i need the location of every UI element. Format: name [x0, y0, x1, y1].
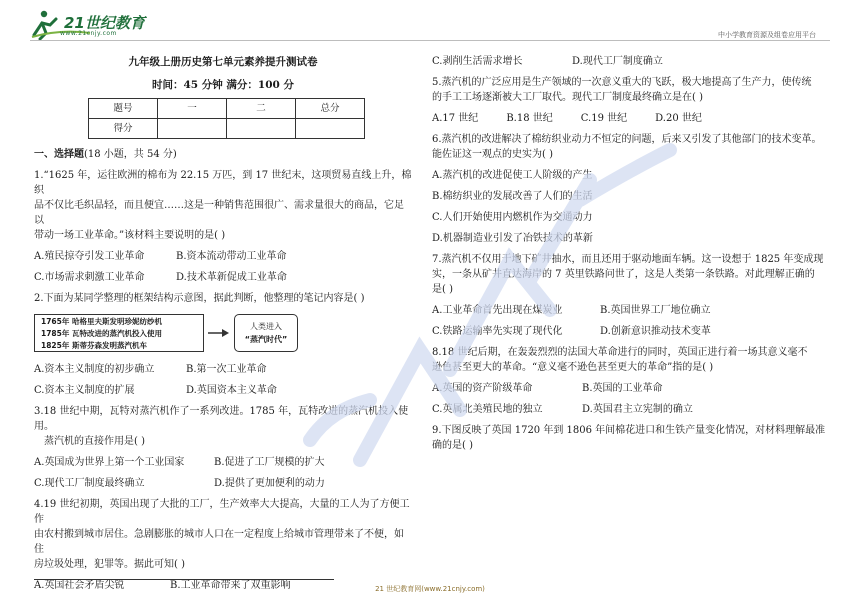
section-note: (18 小题，共 54 分): [84, 149, 177, 160]
question-line: 逊色甚至更大的革命。“意义毫不逊色甚至更大的革命”指的是( ): [432, 362, 714, 373]
diagram-result-box: [234, 314, 298, 352]
section-title: 一、选择题: [34, 149, 84, 160]
question-line: 1.“1625 年，运往欧洲的棉布为 22.15 万匹，到 17 世纪末，这项贸易直线上升，棉织: [34, 170, 412, 196]
question-line: 能佐证这一观点的史实为( ): [432, 149, 553, 160]
question-line: 5.蒸汽机的广泛应用是生产领域的一次意义重大的飞跃，极大地提高了生产力，使传统: [432, 77, 812, 88]
exam-title: 九年级上册历史第七单元素养提升测试卷: [128, 56, 318, 68]
option-d[interactable]: D.现代工厂制度确立: [572, 56, 663, 67]
option-c[interactable]: C.人们开始使用内燃机作为交通动力: [432, 212, 593, 223]
question-line: 7.蒸汽机不仅用于地下矿井抽水，而且还用于驱动地面车辆。这一设想于 1825 年变成现: [432, 254, 824, 265]
options-row: [34, 476, 412, 491]
option-a[interactable]: A.资本主义制度的初步确立: [34, 364, 155, 375]
option-c[interactable]: C.剥削生活需求增长: [432, 56, 523, 67]
question-line: 蒸汽机的直接作用是( ): [44, 436, 145, 447]
question-8: [432, 345, 827, 375]
question-line: 实，一条从矿井直达海岸的 7 英里铁路问世了，这是人类第一条铁路。对此理解正确的: [432, 269, 815, 280]
question-9: [432, 423, 827, 453]
score-input-cell[interactable]: [158, 119, 227, 139]
arrow-right-icon: [208, 328, 230, 338]
option-b[interactable]: B.英国的工业革命: [582, 383, 663, 394]
logo-text: 21世纪教育: [64, 14, 145, 32]
score-input-cell[interactable]: [227, 119, 296, 139]
option-a[interactable]: A.英国社会矛盾尖锐: [34, 580, 125, 591]
footer-text: 21 世纪教育网(www.21cnjy.com): [375, 585, 485, 593]
score-input-cell[interactable]: [296, 119, 365, 139]
question-line: 带动一场工业革命。”该材料主要说明的是( ): [34, 230, 226, 241]
question-1: [34, 168, 412, 243]
option-d[interactable]: D.提供了更加便利的动力: [214, 478, 325, 489]
question-line: 确的是( ): [432, 440, 473, 451]
option-c[interactable]: C.现代工厂制度最终确立: [34, 478, 145, 489]
question-line: 房垃圾处理，犯罪等。据此可知( ): [34, 559, 185, 570]
diagram-event: 1825年 斯蒂芬森发明蒸汽机车: [41, 341, 147, 350]
table-cell: 题号: [89, 99, 158, 119]
question-line: 4.19 世纪初期，英国出现了大批的工厂，生产效率大大提高，大量的工人为了方便工作: [34, 499, 410, 525]
option-b[interactable]: B.18 世纪: [506, 113, 553, 124]
question-line: 是( ): [432, 284, 453, 295]
option-b[interactable]: B.资本流动带动工业革命: [176, 251, 287, 262]
table-cell: 总分: [296, 99, 365, 119]
option-c[interactable]: C.19 世纪: [580, 113, 628, 124]
table-row: [89, 99, 365, 119]
table-cell: 二: [227, 99, 296, 119]
diagram-event: 1765年 哈格里夫斯发明珍妮纺纱机: [41, 317, 162, 326]
question-7: [432, 252, 827, 297]
option-a[interactable]: A.殖民掠夺引发工业革命: [34, 251, 145, 262]
option-b[interactable]: B.英国世界工厂地位确立: [600, 305, 711, 316]
option-c[interactable]: C.铁路运输率先实现了现代化: [432, 326, 563, 337]
table-cell: 得分: [89, 119, 158, 139]
question-6: [432, 132, 827, 162]
option-a[interactable]: A.蒸汽机的改进促使工人阶级的产生: [432, 170, 593, 181]
question-line: 2.下面为某同学整理的框架结构示意图，据此判断，他整理的笔记内容是( ): [34, 293, 365, 304]
score-table: [88, 98, 365, 139]
option-a[interactable]: A.英国的资产阶级革命: [432, 383, 533, 394]
question-5: [432, 75, 827, 105]
diagram-result-line: “蒸汽时代”: [244, 335, 288, 344]
table-cell: 一: [158, 99, 227, 119]
option-b[interactable]: B.工业革命带来了双重影响: [170, 580, 291, 591]
question-line: 品不仅比毛织品轻，而且便宜……这是一种销售范围很广、需求量很大的商品，它足以: [34, 200, 404, 226]
option-c[interactable]: C.资本主义制度的扩展: [34, 385, 135, 396]
options-row: [34, 455, 412, 470]
option-d[interactable]: D.英国君主立宪制的确立: [582, 404, 693, 415]
option-c[interactable]: C.市场需求刺激工业革命: [34, 272, 145, 283]
option-c[interactable]: C.英属北美殖民地的独立: [432, 404, 543, 415]
options-row: [34, 249, 412, 264]
option-a[interactable]: A.17 世纪: [432, 113, 479, 124]
options-row: [432, 402, 827, 417]
option-a[interactable]: A.英国成为世界上第一个工业国家: [34, 457, 185, 468]
left-column: [34, 50, 412, 593]
footer-divider: [34, 579, 334, 580]
platform-name: 中小学教育资源及组卷应用平台: [718, 31, 816, 39]
table-row: [89, 119, 365, 139]
option-d[interactable]: D.英国资本主义革命: [186, 385, 277, 396]
options-row: [432, 324, 827, 339]
diagram-event: 1785年 瓦特改进的蒸汽机投入使用: [41, 329, 162, 338]
right-column: [432, 50, 827, 453]
question-line: 8.18 世纪后期，在轰轰烈烈的法国大革命进行的同时，英国正进行着一场其意义毫不: [432, 347, 808, 358]
option-b[interactable]: B.第一次工业革命: [186, 364, 267, 375]
header-divider: [30, 40, 830, 41]
option-d[interactable]: D.20 世纪: [655, 113, 702, 124]
option-b[interactable]: B.棉纺织业的发展改善了人们的生活: [432, 191, 593, 202]
question-4: [34, 497, 412, 572]
question-line: 由农村搬到城市居住。急剧膨胀的城市人口在一定程度上给城市管理带来了不便，如住: [34, 529, 404, 555]
options-row: [432, 303, 827, 318]
options-row: [432, 54, 827, 69]
option-d[interactable]: D.创新意识推动技术变革: [600, 326, 711, 337]
options-row: [34, 383, 412, 398]
exam-time: 时间：45 分钟 满分：100 分: [152, 79, 294, 91]
options-row: [34, 270, 412, 285]
option-d[interactable]: D.机器制造业引发了冶铁技术的革新: [432, 233, 593, 244]
question-3: [34, 404, 412, 449]
framework-diagram: [34, 312, 412, 356]
section-heading: [34, 147, 412, 162]
question-line: 3.18 世纪中期，瓦特对蒸汽机作了一系列改进。1785 年，瓦特改进的蒸汽机投入使用。: [34, 406, 409, 432]
logo-subtext: www.21cnjy.com: [60, 30, 117, 37]
question-line: 6.蒸汽机的改进解决了棉纺织业动力不恒定的问题，后来又引发了其他部门的技术变革。: [432, 134, 822, 145]
option-d[interactable]: D.技术革新促成工业革命: [176, 272, 287, 283]
option-b[interactable]: B.促进了工厂规模的扩大: [214, 457, 325, 468]
diagram-events-box: [34, 314, 204, 352]
question-2: [34, 291, 412, 306]
option-a[interactable]: A.工业革命首先出现在煤炭业: [432, 305, 563, 316]
options-row: [432, 111, 827, 126]
question-line: 的手工工场逐渐被大工厂取代。现代工厂制度最终确立是在( ): [432, 92, 703, 103]
options-row: [432, 381, 827, 396]
options-row: [34, 362, 412, 377]
diagram-result-line: 人类进入: [250, 322, 282, 331]
question-line: 9.下图反映了英国 1720 年到 1806 年间棉花进口和生铁产量变化情况，对材料理解最准: [432, 425, 826, 436]
